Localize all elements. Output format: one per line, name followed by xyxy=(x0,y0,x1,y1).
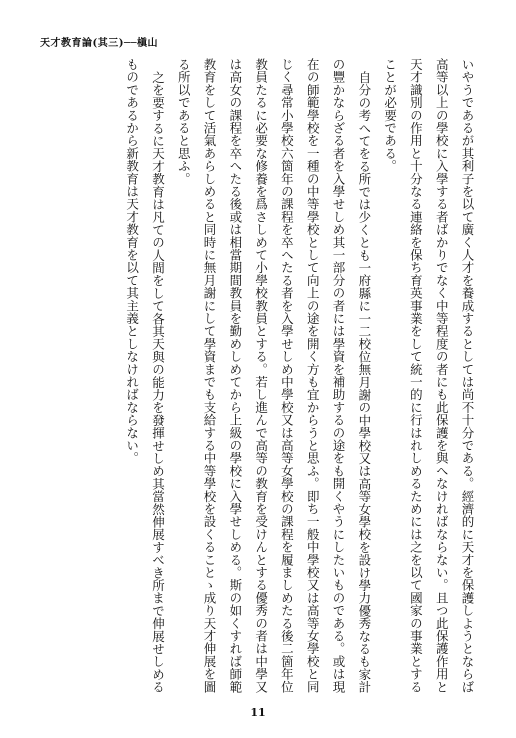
paragraph: いやうであるが其利子を以て廣く人才を養成するとしては尚不十分である。經濟的に天才を保護しようとならば高等以上の學校に入學する者ばかりでなく中等程度の者にも此保護を與へなければならない。且つ此保護作用と天才識別の作用と十分なる連絡を保ち育英事業をして統一的に行はれしめるためには之を以て國家の事業とすることが必要である。 xyxy=(382,58,475,693)
paragraph: 之を要するに天才教育は凡ての人間をして各其天與の能力を發揮せしめ其當然伸展すべき所まで伸展せしめるものであるから新教育は天才教育を以て其主義としなければならない。 xyxy=(124,58,166,693)
page-number: 11 xyxy=(250,706,266,719)
paragraph: 自分の考へてをる所では少くとも一府縣に一二校位無月謝の中學校又は高等女學校を設け學力優秀なるも家計の豐かならざる者を入學せしめ其一部分の者には學資を補助するの途をも開くやうにしたいものである。或は現在の師範學校を一種の中等學校として向上の途を開く方も宜からうと思ふ。即ち一般中學校又は高等女學校と同じく尋常小學校六箇年の課程を卒へたる者を入學せしめ中學校又は高等女學校の課程を履ましめたる後二箇年位教員たるに必要な修養を爲さしめて小學校教員とする。若し進んで高等の教育を受けんとする優秀の者は中學又は高女の課程を卒へたる後或は相當期間教員を勤めしめてから上級の學校に入學せしめる。斯の如くすれば師範教育をして活氣あらしめると同時に無月謝にして學資までも支給する中等學校を設くることゝ成り天才伸展を圖る所以であると思ふ。 xyxy=(176,58,372,694)
running-title: 天才教育論(其三)──槇山 xyxy=(40,38,159,49)
body-text xyxy=(80,58,480,693)
